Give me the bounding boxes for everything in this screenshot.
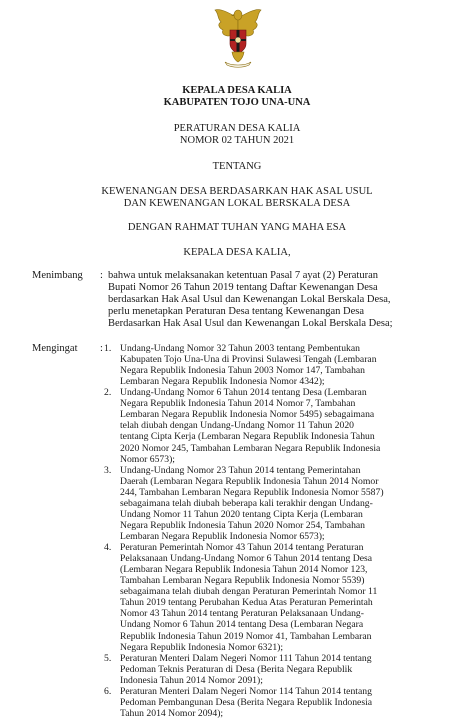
issuer-text: KEPALA DESA KALIA, (183, 247, 291, 258)
item-line: Undang-Undang Nomor 32 Tahun 2003 tentang Pembentukan (120, 343, 360, 354)
menimbang-colon: : (100, 270, 103, 281)
item-line: Republik Indonesia Tahun 2019 Nomor 41, Tambahan Lembaran (120, 630, 372, 642)
regulation-number: NOMOR 02 TAHUN 2021 (179, 135, 295, 146)
menimbang-line: bahwa untuk melaksanakan ketentuan Pasal 7 ayat (2) Peraturan (108, 270, 378, 281)
item-number: 3. (104, 464, 112, 476)
regulation-subject-line2: DAN KEWENANGAN LOKAL BERSKALA DESA (123, 198, 351, 209)
item-line: Undang Nomor 11 Tahun 2020 tentang Cipta Kerja (Lembaran (120, 508, 363, 520)
menimbang-text (108, 270, 448, 330)
header-regency: KABUPATEN TOJO UNA-UNA (163, 97, 311, 108)
item-line: Undang Nomor 6 Tahun 2014 tentang Desa (Lembaran Negara (120, 619, 364, 631)
item-line: Kabupaten Tojo Una-Una di Provinsi Sulawesi Tengah (Lembaran (120, 354, 377, 366)
item-number: 1. (104, 343, 112, 354)
item-line: Tahun 2019 tentang Perubahan Kedua Atas Peraturan Pemerintah (120, 597, 373, 609)
item-line: Negara Republik Indonesia Tahun 2014 Nomor 7, Tambahan (120, 398, 356, 410)
regulation-title: PERATURAN DESA KALIA (173, 123, 301, 134)
item-line: Peraturan Menteri Dalam Negeri Nomor 111 Tahun 2014 tentang (120, 652, 372, 664)
item-line: Daerah (Lembaran Negara Republik Indonesia Tahun 2014 Nomor (120, 475, 379, 487)
item-line: Nomor 6573); (120, 453, 175, 465)
item-text (120, 653, 448, 686)
item-line: Lembaran Negara Republik Indonesia Nomor 6573); (120, 531, 325, 543)
mengingat-colon: : (100, 343, 103, 354)
item-line: Lembaran Negara Republik Indonesia Nomor 5495) sebagaimana (120, 409, 375, 421)
regulation-subject-line1: KEWENANGAN DESA BERDASARKAN HAK ASAL USUL (101, 186, 373, 197)
item-line: Pedoman Teknis Peraturan di Desa (Berita Negara Republik (120, 663, 353, 675)
item-line: Undang-Undang Nomor 23 Tahun 2014 tentang Pemerintahan (120, 464, 361, 476)
item-line: sebagaimana telah diubah beberapa kali terakhir dengan Undang- (120, 497, 373, 509)
item-line: Peraturan Menteri Dalam Negeri Nomor 114 Tahun 2014 tentang (120, 685, 372, 697)
item-number: 4. (104, 542, 112, 554)
regulation-about: TENTANG (212, 161, 262, 172)
item-line: Pedoman Pembangunan Desa (Berita Negara Republik Indonesia (120, 696, 373, 708)
item-line: Negara Republik Indonesia Nomor 6321); (120, 641, 284, 653)
item-line: Peraturan Pemerintah Nomor 43 Tahun 2014 tentang Peraturan (120, 542, 364, 554)
item-line: Tahun 2014 Nomor 2094); (120, 707, 224, 719)
item-line: Pelaksanaan Undang-Undang Nomor 6 Tahun 2014 tentang Desa (120, 553, 373, 565)
item-text (120, 387, 448, 464)
item-line: (Lembaran Negara Republik Indonesia Tahun 2014 Nomor 123, (120, 564, 368, 576)
blessing-text: DENGAN RAHMAT TUHAN YANG MAHA ESA (127, 222, 347, 233)
menimbang-line: Bupati Nomor 26 Tahun 2019 tentang Daftar Kewenangan Desa (108, 282, 378, 293)
menimbang-line: perlu menetapkan Peraturan Desa tentang Kewenangan Desa (108, 306, 364, 317)
item-line: Undang-Undang Nomor 6 Tahun 2014 tentang Desa (Lembaran (120, 387, 367, 399)
menimbang-line: berdasarkan Hak Asal Usul dan Kewenangan Lokal Berskala Desa, (108, 294, 391, 305)
item-number: 5. (104, 652, 112, 664)
item-line: Negara Republik Indonesia Tahun 2003 Nomor 147, Tambahan (120, 365, 366, 377)
item-line: Nomor 43 Tahun 2014 tentang Peraturan Pelaksanaan Undang- (120, 608, 364, 620)
item-line: Negara Republik Indonesia Tahun 2020 Nomor 254, Tambahan (120, 519, 366, 531)
garuda-emblem-icon (213, 4, 263, 68)
item-line: Indonesia Tahun 2014 Nomor 2091); (120, 674, 263, 686)
item-line: telah diubah dengan Undang-Undang Nomor 11 Tahun 2020 (120, 420, 354, 432)
item-text (120, 686, 448, 719)
item-text (120, 465, 448, 542)
item-line: Tambahan Lembaran Negara Republik Indonesia Nomor 5539) (120, 575, 365, 587)
item-line: 2020 Nomor 245, Tambahan Lembaran Negara Republik Indonesia (120, 442, 381, 454)
menimbang-line: Berdasarkan Hak Asal Usul dan Kewenangan Lokal Berskala Desa; (108, 318, 393, 329)
item-line: sebagaimana telah diubah dengan Peraturan Pemerintah Nomor 11 (120, 586, 378, 598)
item-number: 6. (104, 685, 112, 697)
item-text (120, 343, 448, 387)
item-line: tentang Cipta Kerja (Lembaran Negara Republik Indonesia Tahun (120, 431, 375, 443)
item-text (120, 542, 448, 653)
header-village-head: KEPALA DESA KALIA (182, 85, 292, 96)
item-line: Lembaran Negara Republik Indonesia Nomor 4342); (120, 376, 325, 388)
menimbang-label: Menimbang (32, 270, 83, 281)
mengingat-label: Mengingat (32, 343, 78, 354)
item-number: 2. (104, 387, 112, 399)
item-line: 244, Tambahan Lembaran Negara Republik Indonesia Nomor 5587) (120, 486, 384, 498)
